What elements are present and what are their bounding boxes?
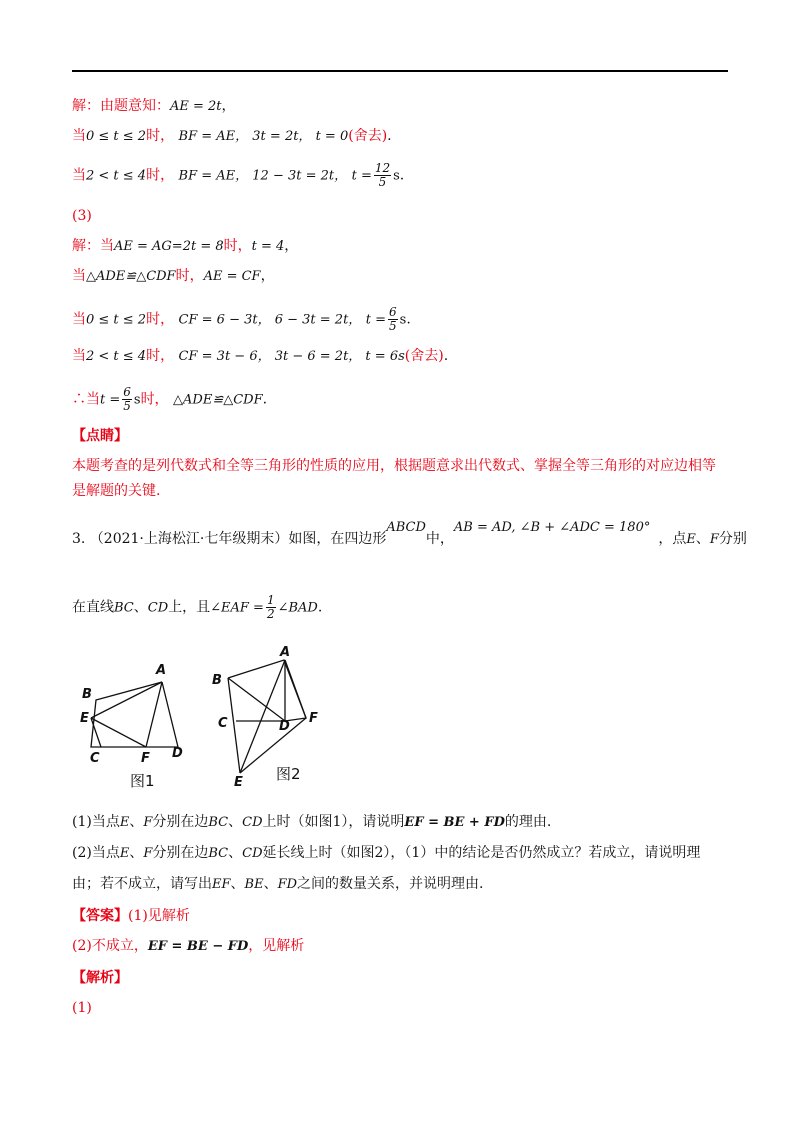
numerator: 6 — [123, 385, 131, 399]
math: CF = 6 − 3t， 6 − 3t = 2t， — [178, 312, 362, 328]
solution-line-6 — [72, 266, 275, 287]
text: 时， — [140, 391, 169, 408]
math: t = — [351, 168, 372, 184]
unit: s — [393, 168, 400, 184]
math: E — [119, 815, 130, 830]
fig1-line-AF — [146, 682, 162, 747]
top-rule — [72, 70, 728, 72]
fig2-label-F: F — [309, 711, 318, 726]
text: 、 — [129, 814, 144, 830]
question-3-line-2 — [72, 594, 322, 621]
section-3 — [72, 206, 92, 226]
question-part-1 — [72, 812, 551, 833]
math: ABCD — [386, 520, 426, 535]
denominator: 2 — [266, 607, 275, 621]
text: 延长线上时（如图2），（1）中的结论是否仍然成立？若成立，请说明理 — [262, 845, 701, 861]
text: (舍去) — [404, 348, 444, 364]
math: BC — [114, 600, 134, 616]
answer-line-2 — [72, 936, 304, 957]
question-part-2 — [72, 843, 700, 864]
math: CF = 3t − 6， 3t − 6 = 2t， t = 6s — [178, 349, 405, 364]
math: AE = CF — [203, 269, 261, 284]
text: 上时（如图1），请说明 — [262, 814, 405, 830]
question-3-line-1 — [72, 520, 747, 550]
jiexi-heading — [72, 968, 128, 988]
fig2-quad-top — [228, 660, 306, 721]
text: (3) — [72, 208, 92, 224]
text: 当 — [72, 268, 86, 284]
fig2-caption: 图2 — [276, 765, 301, 783]
fig2-line-BE — [228, 678, 240, 773]
fraction — [374, 162, 391, 189]
fig2-label-B: B — [212, 673, 222, 688]
jiexi-part-1 — [72, 998, 92, 1018]
math: △ADE≌△CDF — [173, 392, 263, 408]
text: 、 — [230, 876, 245, 892]
math: AE = AG=2t = 8 — [114, 239, 224, 254]
text: 时， — [146, 128, 175, 144]
math: F — [143, 815, 153, 830]
math: E — [119, 846, 130, 861]
solution-line-5 — [72, 236, 298, 257]
text: . — [406, 311, 411, 328]
dianjing-heading — [72, 426, 128, 446]
text: 【答案】 — [72, 908, 128, 924]
math: t = 4 — [251, 239, 285, 254]
text: ， — [284, 238, 299, 254]
text: 、 — [133, 599, 148, 616]
math: 0 ≤ t ≤ 2 — [86, 129, 147, 144]
text: ，点 — [658, 531, 687, 547]
text: 上，且 — [168, 599, 211, 616]
math: ∠EAF = — [210, 600, 264, 616]
text: 解：当 — [72, 238, 114, 254]
math: ， 3t = 2t， t = 0 — [235, 129, 349, 144]
text: 在直线 — [72, 599, 114, 616]
math: EF = BE − FD — [147, 939, 249, 954]
math: BC — [208, 815, 229, 830]
text: 的理由. — [504, 814, 552, 830]
text: . — [387, 128, 392, 144]
math: E — [686, 532, 696, 547]
solution-line-2 — [72, 126, 392, 147]
text: 【点睛】 — [72, 428, 128, 444]
math: 0 ≤ t ≤ 2 — [86, 312, 147, 328]
fig1-label-C: C — [90, 751, 100, 766]
text: 3. （2021·上海松江·七年级期末）如图，在四边形 — [72, 531, 387, 547]
math: FD — [277, 877, 298, 892]
fig1-label-A: A — [156, 663, 167, 678]
solution-line-1 — [72, 96, 236, 117]
text: 时， — [223, 238, 252, 254]
math: t = — [365, 312, 387, 328]
text: (1)见解析 — [128, 908, 190, 924]
text: (2)不成立， — [72, 938, 148, 954]
text: 当 — [72, 348, 86, 364]
fig2-label-E: E — [234, 775, 243, 790]
math: t = — [100, 392, 121, 408]
answer-heading — [72, 906, 190, 926]
math: CD — [242, 846, 263, 861]
unit: s — [399, 312, 407, 328]
solution-line-3 — [72, 162, 404, 189]
text: (舍去) — [348, 128, 388, 144]
figure-1 — [80, 663, 183, 790]
math: CD — [242, 815, 263, 830]
fig1-label-D: D — [172, 746, 183, 761]
math: AE = 2t — [170, 99, 222, 114]
fig2-label-D: D — [279, 719, 290, 734]
fig1-caption: 图1 — [130, 772, 155, 790]
fig1-label-F: F — [141, 751, 150, 766]
fig2-label-C: C — [218, 716, 228, 731]
math: △ADE≌△CDF — [86, 269, 176, 284]
text: 时， — [175, 268, 204, 284]
text: 时， — [146, 348, 175, 364]
numerator: 1 — [266, 593, 275, 607]
fraction — [388, 306, 398, 333]
math: BC — [208, 846, 229, 861]
text: 、 — [228, 845, 243, 861]
numerator: 6 — [389, 305, 397, 319]
text: 之间的数量关系，并说明理由. — [297, 876, 484, 892]
fig1-line-AE — [91, 682, 162, 718]
text: (2)当点 — [72, 845, 120, 861]
text: 、 — [695, 531, 710, 547]
text: 、 — [129, 845, 144, 861]
math: F — [143, 846, 153, 861]
text: 、 — [228, 814, 243, 830]
math: BF = AE — [178, 129, 236, 144]
text: ， — [260, 268, 275, 284]
text: 、 — [263, 876, 278, 892]
text: 当 — [72, 128, 86, 144]
text: 由；若不成立，请写出 — [72, 876, 212, 892]
math: BE — [244, 877, 264, 892]
fraction — [122, 386, 132, 413]
text: (1)当点 — [72, 814, 120, 830]
solution-line-8 — [72, 346, 448, 367]
text: ， — [221, 98, 236, 114]
denominator: 5 — [123, 399, 131, 413]
solution-line-9 — [72, 386, 267, 413]
math: 2 < t ≤ 4 — [86, 349, 147, 364]
denominator: 5 — [389, 319, 397, 333]
text: 分别在边 — [152, 814, 209, 830]
math: 2 < t ≤ 4 — [86, 168, 147, 184]
fig1-label-E: E — [80, 711, 89, 726]
text: . — [262, 391, 268, 408]
text: (1) — [72, 1000, 92, 1016]
unit: s — [133, 392, 141, 408]
math: F — [709, 532, 719, 547]
fig1-quad — [91, 682, 178, 747]
text: 当 — [72, 167, 86, 184]
text: 【解析】 — [72, 970, 128, 986]
text: 时， — [146, 311, 175, 328]
figures-svg — [76, 646, 356, 791]
numerator: 12 — [374, 161, 391, 175]
text: . — [443, 348, 449, 364]
text: . — [399, 167, 405, 184]
text: 分别在边 — [152, 845, 209, 861]
fig2-label-A: A — [280, 646, 291, 660]
text: 解：由题意知： — [72, 98, 170, 114]
math: AB = AD, ∠B + ∠ADC = 180° — [453, 520, 651, 535]
text: 中， — [425, 531, 454, 547]
text: ∴当 — [72, 391, 100, 408]
solution-line-7 — [72, 306, 411, 333]
text: 分别 — [718, 531, 747, 547]
fig2-line-AF — [285, 660, 306, 718]
fraction — [266, 594, 276, 621]
math: ∠BAD — [277, 600, 318, 616]
text: 当 — [72, 311, 86, 328]
dianjing-text: 本题考查的是列代数式和全等三角形的性质的应用，根据题意求出代数式、掌握全等三角形的对应边相等是解题的关键. — [72, 458, 716, 499]
fig1-label-B: B — [82, 687, 92, 702]
math: CD — [147, 600, 169, 616]
text: 时， — [146, 167, 175, 184]
question-part-2-line-2 — [72, 874, 483, 895]
math: BF = AE， 12 − 3t = 2t， — [178, 168, 348, 184]
math: EF = BE + FD — [404, 815, 505, 830]
text: . — [317, 599, 323, 616]
text: ，见解析 — [248, 938, 305, 954]
figure-2 — [212, 646, 318, 790]
denominator: 5 — [378, 175, 387, 189]
math: EF — [212, 877, 231, 892]
